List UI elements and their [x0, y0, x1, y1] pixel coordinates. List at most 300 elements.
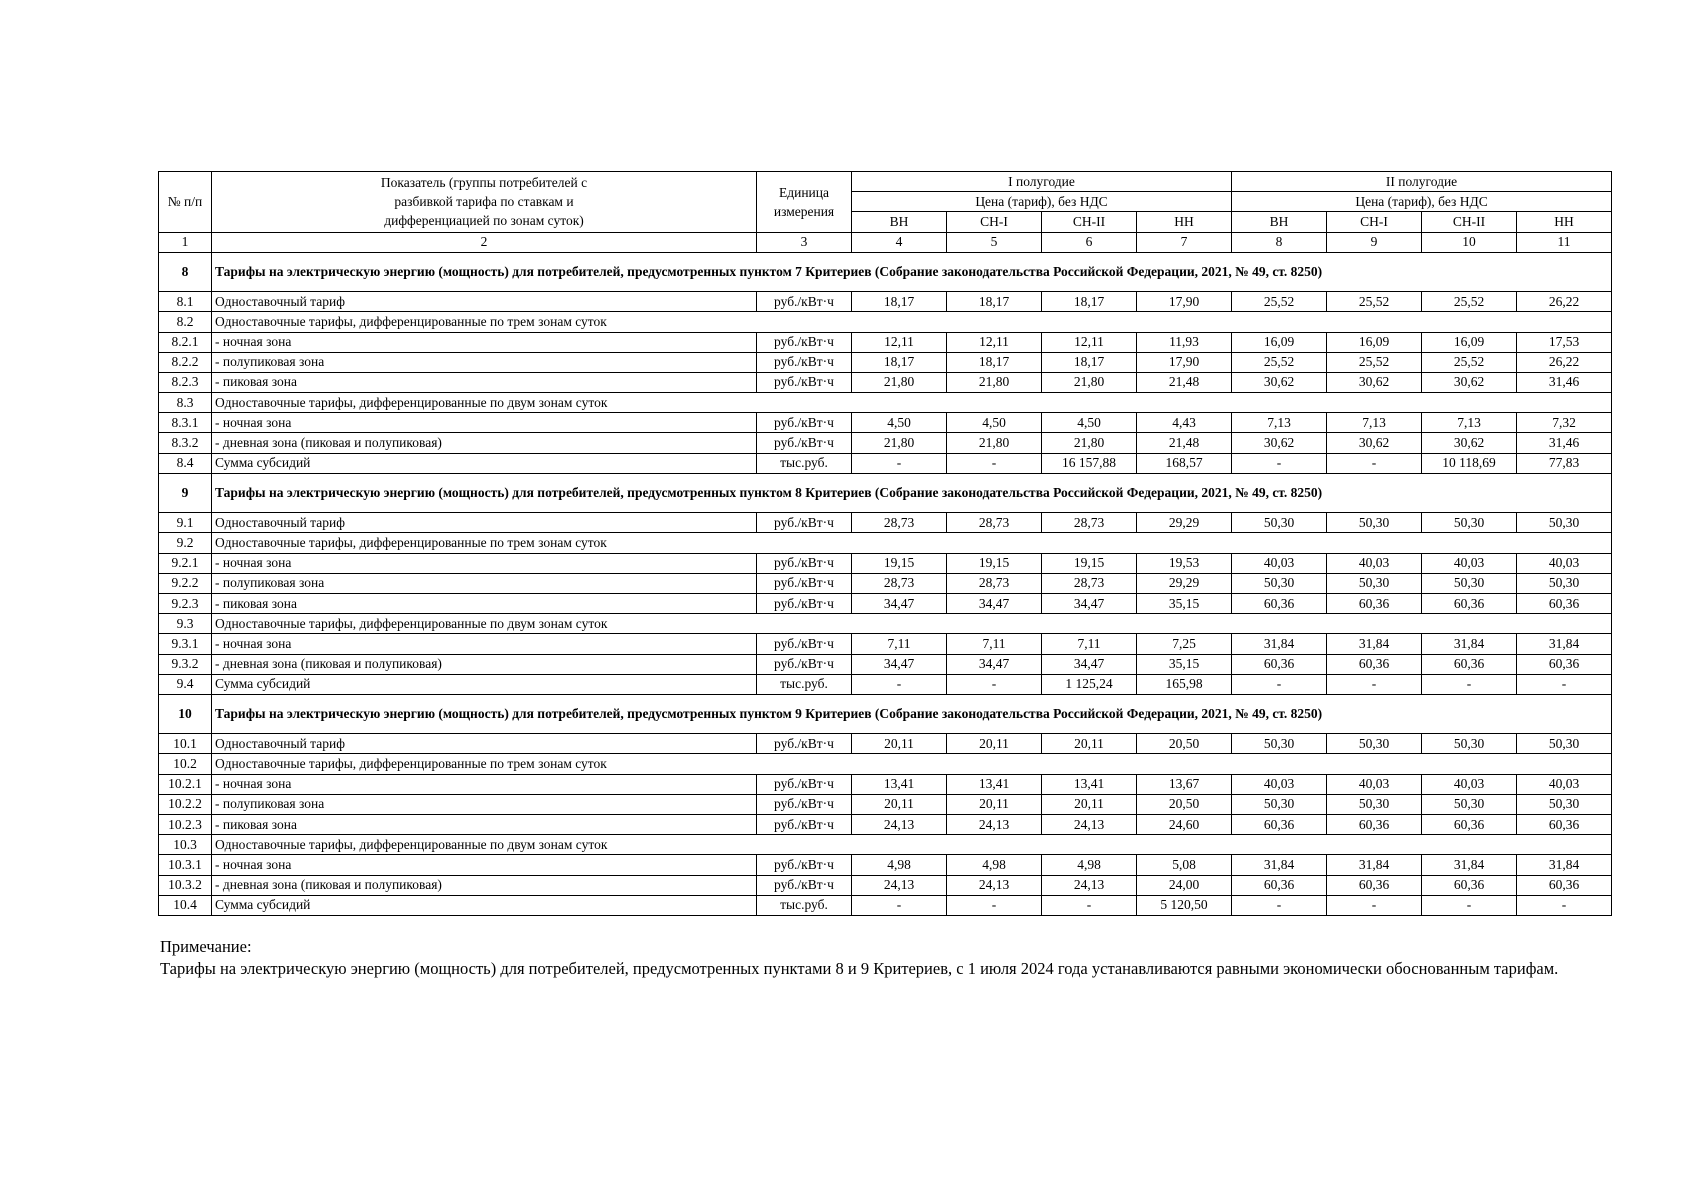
tariff-value: 31,46 [1517, 372, 1612, 392]
tariff-value: 24,13 [852, 875, 947, 895]
tariff-value: 13,41 [947, 774, 1042, 794]
row-label: - ночная зона [212, 413, 757, 433]
tariff-value: 31,84 [1327, 855, 1422, 875]
tariff-value: 24,13 [1042, 815, 1137, 835]
tariff-value: 18,17 [1042, 292, 1137, 312]
tariff-value: 50,30 [1517, 573, 1612, 593]
tariff-value: 4,50 [1042, 413, 1137, 433]
row-subheading: Одноставочные тарифы, дифференцированные по трем зонам суток [212, 754, 1612, 774]
row-label: - дневная зона (пиковая и полупиковая) [212, 875, 757, 895]
table-row [159, 815, 1612, 835]
header-level: СН-II [1042, 212, 1137, 232]
table-row [159, 593, 1612, 613]
tariff-value: 7,13 [1232, 413, 1327, 433]
tariff-value: 50,30 [1517, 734, 1612, 754]
tariff-value: 21,80 [852, 433, 947, 453]
tariff-value: 34,47 [852, 654, 947, 674]
tariff-value: 60,36 [1422, 654, 1517, 674]
tariff-value: 21,80 [1042, 372, 1137, 392]
tariff-value: 60,36 [1517, 654, 1612, 674]
tariff-value: 7,25 [1137, 634, 1232, 654]
section-row [159, 252, 1612, 291]
row-label: - полупиковая зона [212, 794, 757, 814]
row-label: - ночная зона [212, 774, 757, 794]
section-title: Тарифы на электрическую энергию (мощность) для потребителей, предусмотренных пунктом 9 Критериев (Собрание законодательства Российской Федерации, 2021, № 49, ст. 8250) [212, 694, 1612, 733]
tariff-value: 34,47 [947, 654, 1042, 674]
row-label: - дневная зона (пиковая и полупиковая) [212, 433, 757, 453]
row-unit: руб./кВт·ч [757, 593, 852, 613]
tariff-value: 24,00 [1137, 875, 1232, 895]
tariff-value: 7,13 [1327, 413, 1422, 433]
tariff-value: 40,03 [1327, 774, 1422, 794]
tariff-value: - [1232, 453, 1327, 473]
tariff-value: 60,36 [1422, 593, 1517, 613]
row-label: Одноставочный тариф [212, 513, 757, 533]
row-label: - пиковая зона [212, 593, 757, 613]
header-level: НН [1517, 212, 1612, 232]
tariff-value: 50,30 [1327, 734, 1422, 754]
tariff-value: 18,17 [947, 292, 1042, 312]
table-row [159, 654, 1612, 674]
tariff-value: - [852, 674, 947, 694]
column-number: 1 [159, 232, 212, 252]
tariff-value: 50,30 [1517, 513, 1612, 533]
row-unit: руб./кВт·ч [757, 332, 852, 352]
row-unit: тыс.руб. [757, 453, 852, 473]
row-number: 8.3.1 [159, 413, 212, 433]
tariff-value: 60,36 [1232, 593, 1327, 613]
tariff-value: 31,84 [1422, 855, 1517, 875]
row-number: 8.2 [159, 312, 212, 332]
tariff-value: 50,30 [1422, 513, 1517, 533]
tariff-value: - [947, 895, 1042, 915]
tariff-value: 26,22 [1517, 352, 1612, 372]
tariff-value: - [1327, 895, 1422, 915]
tariff-value: 24,13 [947, 815, 1042, 835]
tariff-value: 60,36 [1422, 815, 1517, 835]
row-number: 10.1 [159, 734, 212, 754]
tariff-value: 50,30 [1232, 794, 1327, 814]
tariff-value: 20,11 [947, 794, 1042, 814]
tariff-value: 31,84 [1517, 855, 1612, 875]
row-number: 9.2 [159, 533, 212, 553]
tariff-value: 10 118,69 [1422, 453, 1517, 473]
table-row [159, 372, 1612, 392]
tariff-value: - [1517, 895, 1612, 915]
tariff-value: 40,03 [1327, 553, 1422, 573]
tariff-value: 25,52 [1327, 292, 1422, 312]
row-label: - полупиковая зона [212, 352, 757, 372]
tariff-value: 31,84 [1232, 855, 1327, 875]
tariff-value: 28,73 [1042, 513, 1137, 533]
column-number: 6 [1042, 232, 1137, 252]
tariff-value: 16,09 [1232, 332, 1327, 352]
table-body [159, 252, 1612, 915]
row-subheading: Одноставочные тарифы, дифференцированные по двум зонам суток [212, 393, 1612, 413]
header-price-2: Цена (тариф), без НДС [1232, 192, 1612, 212]
tariff-value: - [1422, 895, 1517, 915]
section-row [159, 694, 1612, 733]
tariff-value: 60,36 [1327, 875, 1422, 895]
tariff-value: 60,36 [1232, 654, 1327, 674]
row-label: - дневная зона (пиковая и полупиковая) [212, 654, 757, 674]
row-label: - пиковая зона [212, 372, 757, 392]
tariff-value: 34,47 [1042, 654, 1137, 674]
tariff-value: 11,93 [1137, 332, 1232, 352]
tariff-value: - [1422, 674, 1517, 694]
tariff-value: 12,11 [1042, 332, 1137, 352]
tariff-value: 25,52 [1327, 352, 1422, 372]
tariff-value: 50,30 [1232, 734, 1327, 754]
tariff-value: 20,11 [852, 794, 947, 814]
tariff-value: 4,98 [947, 855, 1042, 875]
tariff-value: - [1327, 453, 1422, 473]
table-row [159, 352, 1612, 372]
table-row [159, 674, 1612, 694]
section-title: Тарифы на электрическую энергию (мощность) для потребителей, предусмотренных пунктом 8 Критериев (Собрание законодательства Российской Федерации, 2021, № 49, ст. 8250) [212, 473, 1612, 512]
section-row [159, 473, 1612, 512]
tariff-value: 40,03 [1422, 553, 1517, 573]
tariff-value: 4,50 [947, 413, 1042, 433]
row-number: 10.3.2 [159, 875, 212, 895]
row-number: 9.3 [159, 614, 212, 634]
note-text: Тарифы на электрическую энергию (мощность) для потребителей, предусмотренных пунктами 8 и 9 Критериев, с 1 июля 2024 года устанавливаются равными экономически обоснованным тарифам. [160, 959, 1559, 978]
tariff-value: 168,57 [1137, 453, 1232, 473]
header-level: СН-II [1422, 212, 1517, 232]
tariff-value: - [1517, 674, 1612, 694]
tariff-value: 77,83 [1517, 453, 1612, 473]
row-label: - ночная зона [212, 553, 757, 573]
column-number: 11 [1517, 232, 1612, 252]
row-label: Сумма субсидий [212, 674, 757, 694]
tariff-value: 34,47 [1042, 593, 1137, 613]
tariff-value: 20,11 [1042, 794, 1137, 814]
tariff-value: 21,48 [1137, 372, 1232, 392]
row-number: 10.2.1 [159, 774, 212, 794]
tariff-value: 60,36 [1517, 815, 1612, 835]
tariff-value: 24,60 [1137, 815, 1232, 835]
tariff-value: 24,13 [1042, 875, 1137, 895]
tariff-value: 4,98 [852, 855, 947, 875]
header-level: ВН [852, 212, 947, 232]
table-row [159, 875, 1612, 895]
row-label: Одноставочный тариф [212, 292, 757, 312]
tariff-value: 40,03 [1517, 774, 1612, 794]
table-row [159, 453, 1612, 473]
row-number: 9.2.3 [159, 593, 212, 613]
table-row [159, 433, 1612, 453]
table-row [159, 292, 1612, 312]
table-row [159, 754, 1612, 774]
tariff-value: 30,62 [1232, 433, 1327, 453]
row-unit: руб./кВт·ч [757, 433, 852, 453]
column-number: 7 [1137, 232, 1232, 252]
row-subheading: Одноставочные тарифы, дифференцированные по трем зонам суток [212, 312, 1612, 332]
tariff-value: 7,11 [947, 634, 1042, 654]
table-row [159, 614, 1612, 634]
tariff-value: 31,84 [1232, 634, 1327, 654]
row-unit: руб./кВт·ч [757, 794, 852, 814]
row-number: 9.4 [159, 674, 212, 694]
section-number: 9 [159, 473, 212, 512]
header-half-1: I полугодие [852, 172, 1232, 192]
row-unit: руб./кВт·ч [757, 553, 852, 573]
tariff-value: 19,53 [1137, 553, 1232, 573]
table-header [159, 172, 1612, 253]
tariff-value: 25,52 [1422, 292, 1517, 312]
tariff-value: 13,67 [1137, 774, 1232, 794]
row-unit: руб./кВт·ч [757, 292, 852, 312]
column-number: 8 [1232, 232, 1327, 252]
tariff-value: - [852, 895, 947, 915]
row-label: Одноставочный тариф [212, 734, 757, 754]
tariff-value: 28,73 [947, 573, 1042, 593]
tariff-value: 20,11 [1042, 734, 1137, 754]
tariff-value: 7,13 [1422, 413, 1517, 433]
tariff-value: 50,30 [1327, 513, 1422, 533]
row-label: Сумма субсидий [212, 453, 757, 473]
row-unit: руб./кВт·ч [757, 352, 852, 372]
tariff-value: 50,30 [1422, 573, 1517, 593]
header-half-2: II полугодие [1232, 172, 1612, 192]
row-number: 9.1 [159, 513, 212, 533]
tariff-value: 26,22 [1517, 292, 1612, 312]
tariff-value: 60,36 [1327, 654, 1422, 674]
row-number: 9.2.1 [159, 553, 212, 573]
table-row [159, 774, 1612, 794]
row-unit: руб./кВт·ч [757, 573, 852, 593]
tariff-value: 18,17 [852, 352, 947, 372]
row-unit: руб./кВт·ч [757, 413, 852, 433]
tariff-value: 28,73 [1042, 573, 1137, 593]
row-unit: руб./кВт·ч [757, 734, 852, 754]
tariff-value: 18,17 [947, 352, 1042, 372]
section-number: 8 [159, 252, 212, 291]
tariff-value: 60,36 [1517, 875, 1612, 895]
column-number: 2 [212, 232, 757, 252]
row-label: - пиковая зона [212, 815, 757, 835]
tariff-value: 20,11 [852, 734, 947, 754]
section-title: Тарифы на электрическую энергию (мощность) для потребителей, предусмотренных пунктом 7 Критериев (Собрание законодательства Российской Федерации, 2021, № 49, ст. 8250) [212, 252, 1612, 291]
tariff-value: 19,15 [852, 553, 947, 573]
tariff-value: 30,62 [1232, 372, 1327, 392]
row-unit: руб./кВт·ч [757, 634, 852, 654]
tariff-value: 19,15 [1042, 553, 1137, 573]
tariff-value: 60,36 [1232, 815, 1327, 835]
row-number: 9.3.1 [159, 634, 212, 654]
tariff-value: 50,30 [1327, 794, 1422, 814]
header-level: ВН [1232, 212, 1327, 232]
tariff-value: 16,09 [1422, 332, 1517, 352]
tariff-value: - [1327, 674, 1422, 694]
row-unit: руб./кВт·ч [757, 875, 852, 895]
tariff-table [158, 171, 1612, 916]
tariff-value: 25,52 [1232, 292, 1327, 312]
tariff-value: - [852, 453, 947, 473]
tariff-value: 34,47 [947, 593, 1042, 613]
tariff-value: 34,47 [852, 593, 947, 613]
table-row [159, 332, 1612, 352]
column-number-row [159, 232, 1612, 252]
tariff-value: 50,30 [1327, 573, 1422, 593]
header-price-1: Цена (тариф), без НДС [852, 192, 1232, 212]
row-unit: руб./кВт·ч [757, 654, 852, 674]
tariff-value: 31,84 [1422, 634, 1517, 654]
tariff-value: 18,17 [852, 292, 947, 312]
tariff-value: 30,62 [1422, 372, 1517, 392]
table-row [159, 393, 1612, 413]
header-num: № п/п [159, 172, 212, 233]
tariff-value: 20,50 [1137, 794, 1232, 814]
row-number: 8.1 [159, 292, 212, 312]
tariff-value: - [1232, 895, 1327, 915]
tariff-value: 30,62 [1327, 433, 1422, 453]
tariff-value: 35,15 [1137, 654, 1232, 674]
tariff-value: 16 157,88 [1042, 453, 1137, 473]
column-number: 5 [947, 232, 1042, 252]
note-block [160, 936, 1600, 980]
tariff-value: 20,11 [947, 734, 1042, 754]
tariff-value: 30,62 [1422, 433, 1517, 453]
tariff-value: 13,41 [1042, 774, 1137, 794]
tariff-value: 17,90 [1137, 292, 1232, 312]
row-number: 8.2.3 [159, 372, 212, 392]
tariff-value: 35,15 [1137, 593, 1232, 613]
row-number: 10.3 [159, 835, 212, 855]
tariff-value: 21,80 [947, 433, 1042, 453]
tariff-value: 40,03 [1422, 774, 1517, 794]
tariff-value: 17,90 [1137, 352, 1232, 372]
tariff-value: 18,17 [1042, 352, 1137, 372]
note-title: Примечание: [160, 937, 252, 956]
column-number: 3 [757, 232, 852, 252]
header-indicator: Показатель (группы потребителей с разбивкой тарифа по ставкам и дифференциацией по зонам суток) [212, 172, 757, 233]
row-unit: руб./кВт·ч [757, 513, 852, 533]
table-row [159, 573, 1612, 593]
row-subheading: Одноставочные тарифы, дифференцированные по двум зонам суток [212, 835, 1612, 855]
tariff-value: 16,09 [1327, 332, 1422, 352]
tariff-value: 20,50 [1137, 734, 1232, 754]
tariff-value: 50,30 [1517, 794, 1612, 814]
row-number: 10.3.1 [159, 855, 212, 875]
row-number: 9.2.2 [159, 573, 212, 593]
tariff-value: 21,80 [947, 372, 1042, 392]
row-number: 8.2.1 [159, 332, 212, 352]
tariff-value: 60,36 [1517, 593, 1612, 613]
row-number: 10.2.2 [159, 794, 212, 814]
column-number: 10 [1422, 232, 1517, 252]
row-number: 10.2 [159, 754, 212, 774]
column-number: 9 [1327, 232, 1422, 252]
section-number: 10 [159, 694, 212, 733]
row-label: - ночная зона [212, 855, 757, 875]
tariff-value: 60,36 [1327, 815, 1422, 835]
row-number: 10.2.3 [159, 815, 212, 835]
row-unit: тыс.руб. [757, 674, 852, 694]
tariff-value: 50,30 [1422, 794, 1517, 814]
tariff-value: 28,73 [852, 513, 947, 533]
table-row [159, 553, 1612, 573]
tariff-value: 5 120,50 [1137, 895, 1232, 915]
tariff-value: 21,80 [852, 372, 947, 392]
tariff-value: 7,32 [1517, 413, 1612, 433]
row-unit: руб./кВт·ч [757, 372, 852, 392]
row-number: 9.3.2 [159, 654, 212, 674]
tariff-value: 30,62 [1327, 372, 1422, 392]
tariff-value: 5,08 [1137, 855, 1232, 875]
row-number: 10.4 [159, 895, 212, 915]
table-row [159, 835, 1612, 855]
header-unit: Единица измерения [757, 172, 852, 233]
tariff-value: 31,84 [1327, 634, 1422, 654]
table-row [159, 734, 1612, 754]
tariff-value: 50,30 [1232, 573, 1327, 593]
row-number: 8.3 [159, 393, 212, 413]
table-row [159, 312, 1612, 332]
tariff-value: 29,29 [1137, 573, 1232, 593]
row-number: 8.3.2 [159, 433, 212, 453]
tariff-value: 12,11 [947, 332, 1042, 352]
tariff-value: 13,41 [852, 774, 947, 794]
tariff-value: 60,36 [1232, 875, 1327, 895]
tariff-value: 4,50 [852, 413, 947, 433]
column-number: 4 [852, 232, 947, 252]
tariff-table-container [158, 171, 1604, 916]
tariff-value: 24,13 [947, 875, 1042, 895]
tariff-value: 165,98 [1137, 674, 1232, 694]
tariff-value: - [1042, 895, 1137, 915]
table-row [159, 895, 1612, 915]
row-label: Сумма субсидий [212, 895, 757, 915]
row-number: 8.2.2 [159, 352, 212, 372]
tariff-value: 29,29 [1137, 513, 1232, 533]
row-subheading: Одноставочные тарифы, дифференцированные по трем зонам суток [212, 533, 1612, 553]
tariff-value: 40,03 [1517, 553, 1612, 573]
row-label: - ночная зона [212, 634, 757, 654]
table-row [159, 513, 1612, 533]
tariff-value: 60,36 [1422, 875, 1517, 895]
tariff-value: 7,11 [852, 634, 947, 654]
tariff-value: 25,52 [1232, 352, 1327, 372]
tariff-value: 21,80 [1042, 433, 1137, 453]
tariff-value: 1 125,24 [1042, 674, 1137, 694]
row-number: 8.4 [159, 453, 212, 473]
tariff-value: 50,30 [1232, 513, 1327, 533]
tariff-value: 7,11 [1042, 634, 1137, 654]
header-level: СН-I [947, 212, 1042, 232]
row-unit: руб./кВт·ч [757, 774, 852, 794]
tariff-value: 4,43 [1137, 413, 1232, 433]
row-unit: тыс.руб. [757, 895, 852, 915]
tariff-value: 12,11 [852, 332, 947, 352]
tariff-value: 31,46 [1517, 433, 1612, 453]
tariff-value: 28,73 [852, 573, 947, 593]
header-level: НН [1137, 212, 1232, 232]
tariff-value: 50,30 [1422, 734, 1517, 754]
tariff-value: 21,48 [1137, 433, 1232, 453]
tariff-value: 31,84 [1517, 634, 1612, 654]
row-unit: руб./кВт·ч [757, 855, 852, 875]
row-label: - полупиковая зона [212, 573, 757, 593]
row-label: - ночная зона [212, 332, 757, 352]
table-row [159, 634, 1612, 654]
tariff-value: 24,13 [852, 815, 947, 835]
table-row [159, 413, 1612, 433]
tariff-value: 60,36 [1327, 593, 1422, 613]
row-unit: руб./кВт·ч [757, 815, 852, 835]
header-level: СН-I [1327, 212, 1422, 232]
row-subheading: Одноставочные тарифы, дифференцированные по двум зонам суток [212, 614, 1612, 634]
